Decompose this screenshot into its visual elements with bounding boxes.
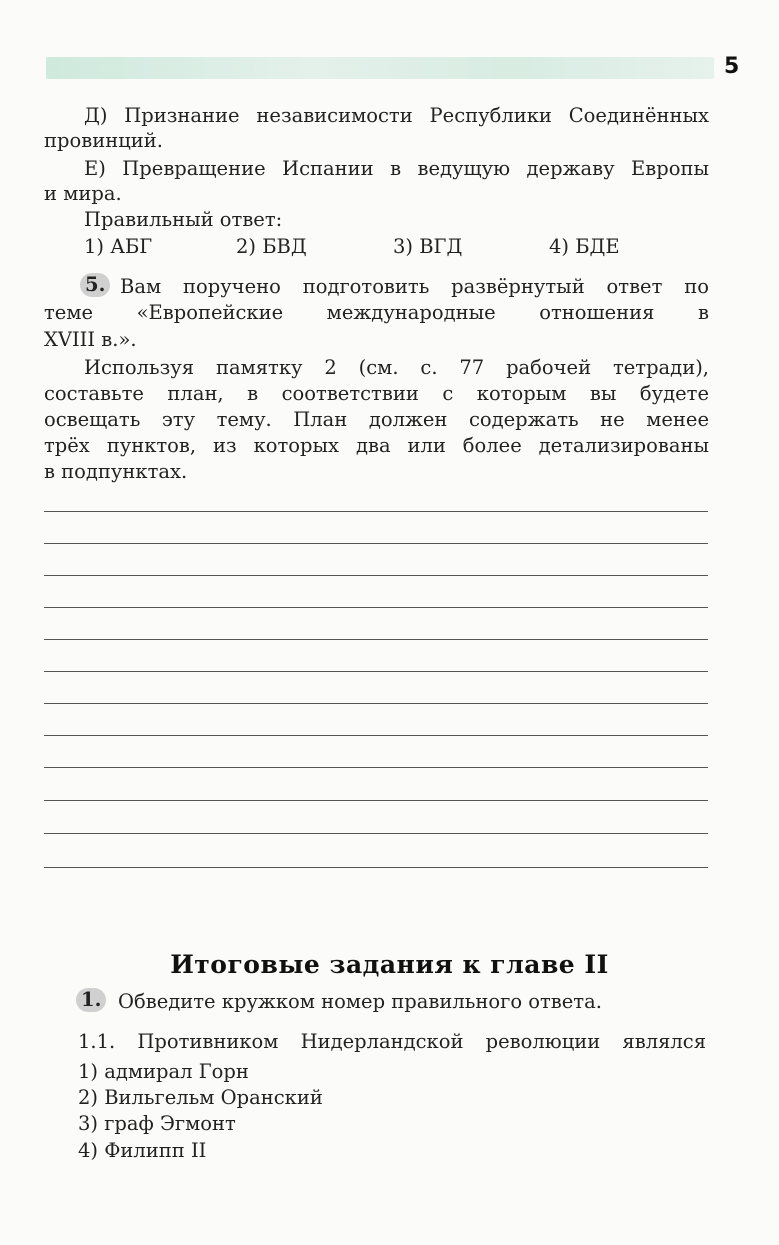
question-option-3[interactable]: 3) граф Эгмонт: [78, 1112, 236, 1135]
answer-option-2[interactable]: 2) БВД: [236, 235, 307, 258]
option-e-line-1: Е) Превращение Испании в ведущую державу Европы: [84, 157, 709, 180]
answer-option-3[interactable]: 3) ВГД: [393, 235, 463, 258]
answer-writing-line[interactable]: [44, 607, 708, 608]
option-e-line-2: и мира.: [44, 182, 122, 205]
answer-writing-line[interactable]: [44, 575, 708, 576]
task5-number-wrap: [80, 272, 110, 298]
task5-instruction-line-1: Используя памятку 2 (см. с. 77 рабочей тетради),: [84, 356, 709, 379]
option-d-line-1: Д) Признание независимости Республики Соединённых: [84, 104, 709, 127]
answer-writing-line[interactable]: [44, 511, 708, 512]
answer-writing-line[interactable]: [44, 703, 708, 704]
question-option-4[interactable]: 4) Филипп II: [78, 1139, 207, 1162]
answer-options: [0, 234, 779, 260]
task5-instruction-line-4: трёх пунктов, из которых два или более детализированы: [44, 434, 709, 457]
answer-writing-line[interactable]: [44, 639, 708, 640]
answer-writing-line[interactable]: [44, 543, 708, 544]
option-d-line-2: провинций.: [44, 129, 163, 152]
answer-writing-line[interactable]: [44, 735, 708, 736]
answer-option-1[interactable]: 1) АБГ: [84, 235, 153, 258]
question-option-1[interactable]: 1) адмирал Горн: [78, 1060, 249, 1083]
answer-writing-line[interactable]: [44, 767, 708, 768]
task1-instruction: Обведите кружком номер правильного ответа.: [118, 990, 602, 1013]
header-band: [46, 57, 714, 79]
task5-instruction-line-2: составьте план, в соответствии с которым вы будете: [44, 382, 709, 405]
question-option-2[interactable]: 2) Вильгельм Оранский: [78, 1086, 323, 1109]
task1-number-badge: 1.: [76, 988, 106, 1012]
task5-line-2: теме «Европейские международные отношения в: [44, 301, 709, 324]
task1-number-wrap: [76, 987, 106, 1013]
page-number: 5: [724, 54, 740, 79]
chapter-title: Итоговые задания к главе II: [170, 950, 609, 979]
answer-writing-line[interactable]: [44, 800, 708, 801]
task5-number-badge: 5.: [80, 273, 110, 297]
answer-option-4[interactable]: 4) БДЕ: [549, 235, 620, 258]
task5-line-1: Вам поручено подготовить развёрнутый ответ по: [120, 275, 709, 298]
answer-writing-line[interactable]: [44, 867, 708, 868]
correct-answer-label: Правильный ответ:: [84, 208, 283, 231]
task5-instruction-line-3: освещать эту тему. План должен содержать не менее: [44, 408, 709, 431]
question-1-1: 1.1. Противником Нидерландской революции являлся: [78, 1030, 706, 1053]
answer-writing-line[interactable]: [44, 833, 708, 834]
task5-line-3: XVIII в.».: [44, 328, 137, 351]
task5-instruction-line-5: в подпунктах.: [44, 460, 188, 483]
answer-writing-line[interactable]: [44, 671, 708, 672]
